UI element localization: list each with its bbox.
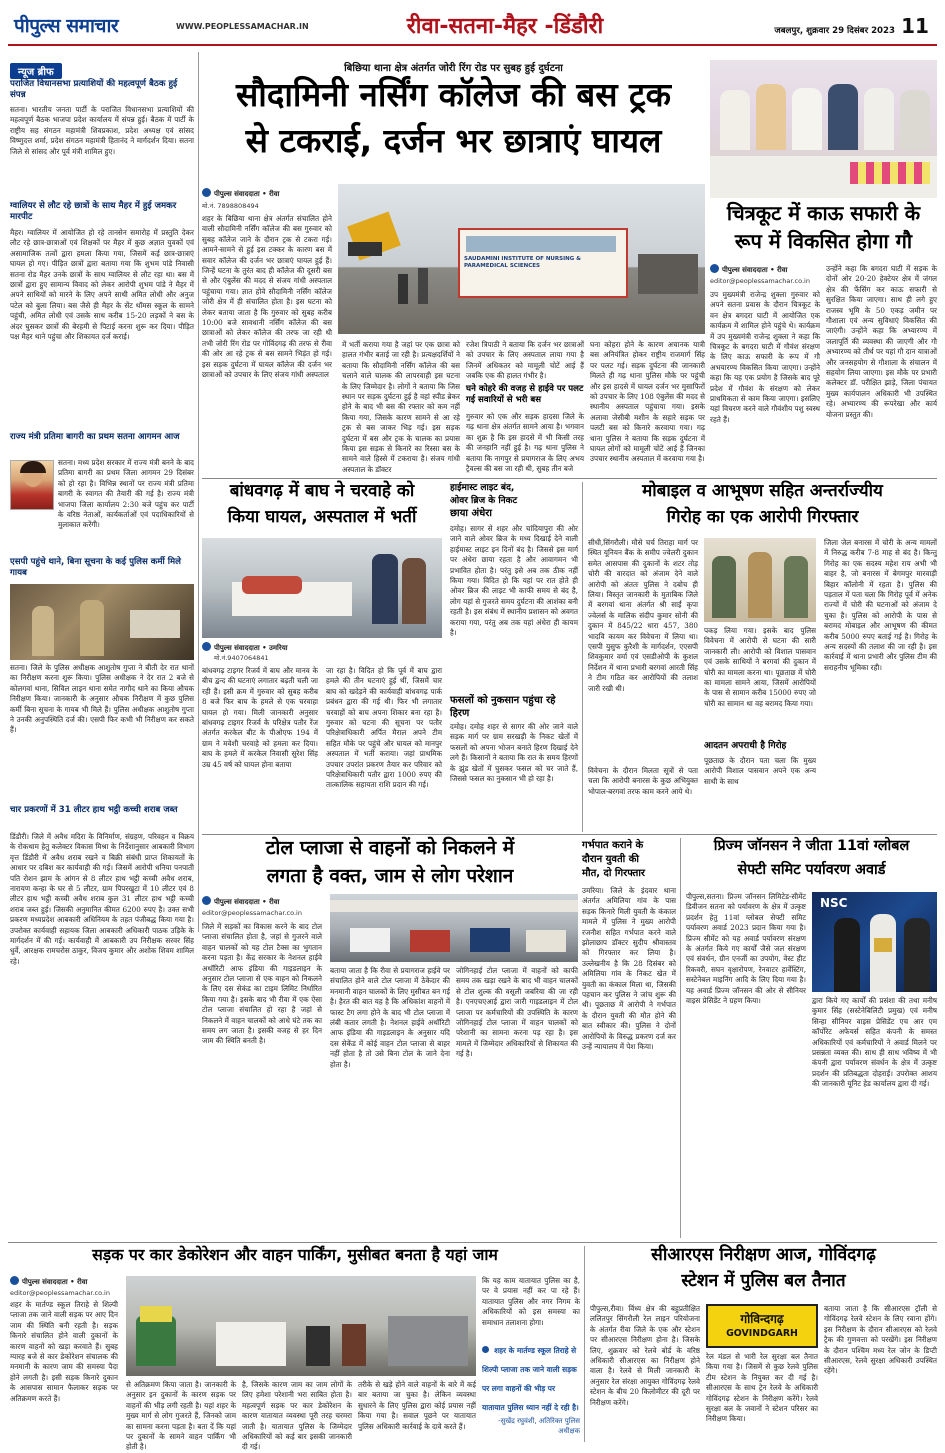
car-decoration-story — [10, 1245, 580, 1452]
highmast-sub-body: दमोह। दमोह शहर से सागर की ओर जाने वाले सड़क मार्ग पर ग्राम सरखड़ी के निकट खेतों में फसलों को अपना भोजन बनाते हिरण दिखाई देने लगे हैं। किसानों ने बताया कि रात के समय हिरणों के झुंड खेतों में घुसकर फसल को चर जाते हैं, जिससे फसल का नुकसान भी हो रहा है। — [450, 722, 578, 784]
brief-body-4: सतना। जिले के पुलिस अधीक्षक आशुतोष गुप्ता ने बीती देर रात थानों का निरीक्षण करना शुरू किया। पुलिस अधीक्षक ने देर रात 2 बजे से कोलगवां थाना, सिविल लाइन थाना समेत नागौद थाने का किया औचक निरीक्षण किया। जानकारी के अनुसार औचक निरीक्षण में कुछ पुलिस कर्मी बिना सूचना के गायब भी मिले हैं। पुलिस अधीक्षक आशुतोष गुप्ता ने उनकी अनुपस्थिति दर्ज की। एसपी फिर कभी भी निरीक्षण कर सकते हैं। — [10, 663, 194, 735]
paper-url[interactable]: WWW.PEOPLESSAMACHAR.IN — [176, 22, 309, 31]
prism-story — [686, 838, 937, 1238]
lead-headline-1: सौदामिनी नर्सिंग कॉलेज की बस ट्रक — [235, 75, 672, 114]
tiger-col-1: बांधवगढ़ टाइगर रिजर्व में बाघ और मानव के बीच द्वन्द की घटनाएं लगातार बढ़ती चली जा रही हैं। इसी क्रम में गुरुवार को सुबह करीब 8 बजे फिर बाघ के हमले से एक चरवाहा घायल हो गया। मिली जानकारी अनुसार बांधवगढ़ टाइगर रिजर्व के परिक्षेत्र पतौर रेंज अंतर्गत करकेल बीट के पीओएफ 194 में ग्राम ने मवेशी चरवाहे को हमला कर दिया। बाघ के हमले में करकेल निवासी सुरेश सिंह उम्र 45 वर्ष को घायल होना बताया — [202, 666, 318, 769]
lead-story — [202, 52, 705, 476]
chitrakoot-headline-1: चित्रकूट में काऊ सफारी के — [726, 201, 921, 225]
chitrakoot-story — [710, 52, 937, 476]
toll-col-1: जिले में सड़कों का विकास करने के बाद टोल प्लाजा संचालित होता है, जहां से गुजरने वाले वाहन चालकों को यह टोल टैक्स का भुगतान करना पड़ता है। केंद्र सरकार के नेशनल हाईवे अथॉरिटी आफ इंडिया की गाइडलाइन के अनुसार टोल प्लाजा से एक वाहन को निकलने के लिए दस सेकंड का टाइम लिमिट निर्धारित किया गया है। इसके बाद भी रीवा में एक ऐसा टोल प्लाजा संचालित हो रहा है जहां से निकलने में वाहन चालकों को आधे घंटे तक का समय लग जाता है। इसकी वजह से हर दिन जाम की स्थिति बनती है। — [202, 922, 322, 1046]
lead-byline: पीपुल्स संवाददाता • रीवा — [202, 188, 332, 199]
crs-headline-2: स्टेशन में पुलिस बल तैनात — [681, 1271, 846, 1291]
award-banner-text: NSC — [820, 896, 848, 910]
car-deco-col-1: शहर के मार्तण्ड स्कूल तिराहे से शिल्पी प्लाजा तक जाने वाली सड़क पर आए दिन जाम की स्थिति बनी रहती है। सड़क किनारे संचालित होने वाली दुकानों के कारण वाहनों को खड़ा करवाते हैं। सुबह ग्यारह बजे से कार डेकोरेशन संचालक की मनमानी के कारण जाम की समस्या पैदा होने लगती है। इसी सड़क किनारे दुकान के आसपास सामान फैलाकर सड़क पर अतिक्रमण करते हैं। — [10, 1300, 118, 1403]
crs-col-1: पीपुल्स,रीवा। विंध्य क्षेत्र की बहुप्रतीक्षित ललितपुर सिंगरौली रेल लाइन परियोजना के अंतर्गत रीवा जिले के एक और स्टेशन पर सीआरएस निरीक्षण होना है। जिसके लिए, शुक्रवार को रेलवे बोर्ड के वरिष्ठ अधिकारी सीआरएस का निरीक्षण होने वाला है। रेलवे से मिली जानकारी के अनुसार रेल संरक्षा आयुक्त गोविंदगढ़ रेलवे स्टेशन के बीच 20 किलोमीटर की दूरी पर निरीक्षण करेंगे। — [590, 1304, 700, 1407]
prism-col-2: द्वारा किये गए कार्यों की प्रसंशा की तथा मनीष कुमार सिंह (सस्टेनेबिलिटी प्रमुख) एवं मनीष सिन्हा सीनियर वाइस प्रेसिडेंट एच आर एम कॉर्पोरेट अफेयर्स सहित कंपनी के समस्त अधिकारियों एवं कर्मचारियों ने अवार्ड मिलने पर प्रसन्नता व्यक्त की। साथ ही साथ भविष्य में भी कंपनी द्वारा पर्यावरण संवर्धन के क्षेत्र में उत्कृष्ट प्रदर्शन की प्रतिबद्धता दोहराई। उपरोक्त आशय की जानकारी यूनिट हेड कार्यालय द्वारा दी गई। — [812, 996, 937, 1089]
tiger-phone: मो.नं.9407064841 — [214, 654, 269, 662]
gang-col-3: जिला जेल बनारस में चोरी के अन्य मामलों में निरुद्ध करीब 7-8 माह से बंद है। किन्तु गिरोह का एक सदस्य महेश राय अभी भी बाहर है, जो बनारस में बेगमपुर मारवाड़ी बिहार कॉलोनी में रहता है। पुलिस की पड़ताल में पता चला कि गिरोह पूर्व में अनेक राज्यों में चोरी की घटनाओं को अंजाम दे चुका है। पुलिस को आरोपी के पास से बरामद मोबाइल और आभूषण की कीमत करीब 5000 रुपए बताई गई है। गिरोह के अन्य सदस्यों की तलाश की जा रही है। इस कार्रवाई में थाना प्रभारी और पुलिस टीम की सराहनीय भूमिका रही। — [824, 538, 937, 672]
gang-headline-1: मोबाइल व आभूषण सहित अन्तर्राज्यीय — [642, 481, 883, 501]
tiger-col-2: जा रहा है। विदित हो कि पूर्व में बाघ द्वारा हमले की तीन घटनाएं हुई थीं, जिसमें चार बाघ को खदेड़ने की कार्यवाही बांधवगढ़ पार्क प्रबंधन द्वारा की गई थी। फिर भी लगातार चरवाहों को बाघ अपना शिकार बना रहा है। गुरुवार को घटना की सूचना पर पतौर परिक्षेत्राधिकारी अर्पित मैराल अपने टीम सहित मौके पर पहुंचे और घायल को मानपुर अस्पताल में भर्ती कराया। जहां प्राथमिक उपचार उपरांत प्रकरण तैयार कर परिवार को परिक्षेत्राधिकारी पतौर द्वारा 1000 रुपए की तात्कालिक सहायता राशि प्रदान की गई। — [326, 666, 442, 790]
toll-headline-1: टोल प्लाजा से वाहनों को निकलने में — [265, 837, 515, 859]
car-deco-byline-block — [10, 1276, 120, 1298]
tiger-byline: पीपुल्स संवाददाता • उमरिया — [202, 642, 442, 653]
news-brief-tag-text: न्यूज ब्रीफ — [10, 63, 62, 79]
paper-logo-text: पीपुल्स समाचार — [14, 15, 119, 37]
brief-body-2: मैहर। ग्वालियर में आयोजित हो रहे तानसेन समारोह में प्रस्तुति देकर लौट रहे छात्र-छात्राओं एवं शिक्षकों पर मैहर में कुछ अज्ञात युवकों एवं असामाजिक तत्वों द्वारा हमला किया गया, जिसमें कई छात्र-छात्राएं घायल हो गए। पीड़ित छात्रों द्वारा बताया गया कि शुभम पांडे निवासी सतना रोड मैहर उनके छात्रों के साथ ग्वालियर से लौट रहा था। बस में छात्रों द्वारा हुए सामान्य विवाद को लेकर आरोपी शुभम पांडे ने मैहर में अपने साथियों को मारने के लिए अपने साथी अमित लोधी और अनुज पटेल को बुला लिया। बस जैसे ही मैहर के सेंट थॉमस स्कूल के सामने पहुंची, अमित लोधी एवं उसके साथ करीब 15-20 लड़कों ने बस के अंदर घुसकर छात्रों की बेरहमी से पिटाई करना शुरू कर दिया। पीड़ित पक्ष मैहर थाने पहुंचा और शिकायत दर्ज कराई। — [10, 228, 194, 342]
car-deco-quote: -सुखेंद्र रघुवंशी, अतिरिक्त पुलिस अधीक्षक — [498, 1417, 580, 1435]
lead-col-3b: गुरुवार को एक और सड़क हादसा जिले के गढ़ थाना क्षेत्र अंतर्गत सामने आया है। भगवान का शुक्र है कि इस हादसे में भी किसी तरह की जनहानि नहीं हुई है। गढ़ थाना पुलिस ने बताया कि नागपुर से प्रयागराज के लिए अभय ट्रैवल्स की बस जा रही थी, सुबह तीन बजे — [466, 412, 584, 474]
bus-accident-photo — [338, 184, 705, 334]
mobile-gang-story — [588, 482, 937, 832]
toll-byline-block — [202, 896, 322, 920]
officials-event-photo — [710, 60, 937, 198]
gang-headline-2: गिरोह का एक आरोपी गिरफ्तार — [666, 507, 859, 527]
lead-col-2: में भर्ती कराया गया है जहां पर एक छात्रा को हालत गंभीर बताई जा रही है। प्रत्यक्षदर्शियों ने बताया कि सौदामिनी नर्सिंग कॉलेज की बस चलाने वाले चालक की लापरवाही इस घटना के लिए जिम्मेदार है। लोगों ने बताया कि जिस स्थान पर सड़क दुर्घटना हुई है वहां स्पीड ब्रेकर होने के बाद भी बस की रफ्तार को कम नहीं किया गया, जिसके कारण सामने से आ रहे ट्रक से बस जाकर भिड़ गई। इस सड़क दुर्घटना में बस और ट्रक के चालक का प्रयास किया इस सड़क से किनारे का रिस्सा बस के सामने वाले हिस्से में टकराया है। संजय गांधी अस्पताल के डॉक्टर — [342, 340, 460, 474]
brief-title-5: चार प्रकरणों में 31 लीटर हाथ भट्ठी कच्ची शराब जब्त — [10, 805, 178, 815]
lead-col-3: रजेश त्रिपाठी ने बताया कि दर्जन भर छात्राओं को उपचार के लिए अस्पताल लाया गया है जिनमें अधिकतर को मामूली चोटें आई हैं जबकि एक की हालत गंभीर है। — [466, 340, 584, 381]
chitrakoot-headline-2: रूप में विकसित होगा गौ — [734, 229, 913, 253]
abortion-headline-1: गर्भपात कराने के — [582, 840, 644, 851]
bus-banner-text: SAUDAMINI INSTITUTE OF NURSING & PARAMEDICAL SCIENCES — [464, 256, 581, 269]
station-name-english: GOVINDGARH — [726, 1328, 798, 1339]
hospital-patient-photo — [202, 538, 442, 638]
toll-byline: पीपुल्स संवाददाता • रीवा — [202, 896, 322, 907]
brief-body-3: सतना। मध्य प्रदेश सरकार में राज्य मंत्री बनने के बाद प्रतिमा बागरी का प्रथम जिला आगमन 29 दिसंबर को हो रहा है। विभिन्न स्थानों पर राज्य मंत्री प्रतिमा बागरी के स्वागत की तैयारी की गई है। राज्य मंत्री भाजपा जिला कार्यालय 2:30 बजे पहुंच कर पार्टी के वरिष्ठ नेताओं, कार्यकर्ताओं एवं पदाधिकारियों से मुलाकात करेंगी। — [58, 458, 194, 530]
highmast-subhead: फसलों को नुकसान पहुंचा रहे हिरण — [450, 695, 556, 719]
paper-logo — [14, 12, 174, 36]
column-divider — [198, 52, 199, 932]
masthead-rule — [8, 44, 937, 46]
toll-col-3: जोगिनहाई टोल प्लाजा में वाहनों को काफी समय तक खड़ा रखने के बाद भी वाहन चालकों से टोल शुल्क की वसूली जबरिया की जा रही है। एनएचएआई द्वारा जारी गाइडलाइन में टोल प्लाजा पर कर्मचारियों की उपस्थिति के कारण जोगिनहाई टोल प्लाजा में वाहन चालकों को परेशानी का सामना करना पड़ रहा है। इस मामले में जिम्मेदार अधिकारियों से शिकायत की गई है। — [456, 966, 578, 1059]
car-deco-col-3: है, जिसके कारण जाम का जाम लोगों के लिए हमेशा परेशानी भरा साबित होता है। महत्वपूर्ण सड़क पर कार डेकोरेशन के कारण यातायात व्यवस्था पूरी तरह चरमरा जाती है। यातायात पुलिस के जिम्मेदार अधिकारियों को कई बार इसकी जानकारी दी गई। — [242, 1380, 352, 1452]
edition-region: रीवा-सतना-मैहर -डिंडौरी — [406, 14, 604, 39]
column-divider — [584, 1246, 585, 1442]
gang-col-2: पकड़ लिया गया। इसके बाद पुलिस विवेचना में आरोपी से घटना की सारी जानकारी ली। आरोपी को विशाल पासवान एवं उसके साथियों ने बरगवां की दुकान में चोरी का मामला करना था। पूछताछ में चोरी का मामला सामने आया, जिसमें आरोपियों के पास से सामान करीब 15000 रुपए जो चोरी का सामान था वह बरामद किया गया। — [704, 626, 816, 708]
prism-headline-2: सेफ्टी समिट पर्यावरण अवार्ड — [737, 862, 886, 878]
crs-col-2: रेल मंडल से भारी रेल सुरक्षा बल तैनात किया गया है। जिसमें से कुछ रेलवे पुलिस टीम स्टेशन के नियुक्त कर दी गई है। सीआरएस के साथ ट्रेन रेलवे के अधिकारी गोविंदगढ़ स्टेशन के निरीक्षण करेंगे। रेलवे सुरक्षा बल के जवानों ने स्टेशन परिसर का निरीक्षण किया। — [706, 1352, 818, 1424]
section-rule — [202, 478, 937, 479]
column-divider — [582, 482, 583, 832]
news-brief-tag — [10, 60, 194, 76]
gang-sub-body: पूछताछ के दौरान पता चला कि मुख्य आरोपी विशाल पासवान अपने एक अन्य साथी के साथ — [704, 756, 816, 786]
toll-col-2: बताया जाता है कि रीवा से प्रयागराज हाईवे पर संचालित होने वाले टोल प्लाजा में ठेकेदार की मनमानी वाहन चालकों के लिए मुसीबत बन गई है। हैरत की बात यह है कि अधिकांश वाहनों में फास्ट टैग लगा होने के बाद भी टोल प्लाजा में लंबी कतार लगती है। नेशनल हाईवे अथॉरिटी आफ इंडिया की गाइडलाइन के अनुसार यदि दस सेकेंड में कोई वाहन टोल प्लाजा से बाहर नहीं होता है तो उसे बिना टोल के जाने देना होता है। — [330, 966, 450, 1069]
chitrakoot-col-2: उन्होंने कहा कि बगदरा घाटी में सड़क के दोनों ओर 20-20 हेक्टेयर क्षेत्र में जंगल क्षेत्र की फेंसिंग कर काऊ सफारी से सुरक्षित किया जाएगा। साथ ही लगे हुए राजस्व भूमि के 50 एकड़ जमीन पर गौशाला एवं अन्य सुविधाएं विकसित की जाएंगी। उन्होंने कहा कि अभ्यारण्य में जलापूर्ति की व्यवस्था की जाएगी और गौ अभ्यारण्य को तीर्थ पर यहां गौ दान यात्राओं और जनसहयोग से गौशाला के संचालन में सहयोग लिया जाएगा। इस मौके पर प्रभारी कलेक्टर डॉ. परीक्षित झाड़े, जिला पंचायत मुख्य कार्यपालन अधिकारी भी उपस्थित रहे। अभ्यारण्य की रूपरेखा और कार्य योजना प्रस्तुत की। — [826, 264, 937, 419]
lead-subhead: घने कोहरे की वजह से हाईवे पर पलट गई सवारियों से भरी बस — [466, 384, 584, 405]
award-ceremony-photo — [812, 892, 937, 992]
crs-story — [590, 1246, 937, 1442]
lead-kicker: बिछिया थाना क्षेत्र अंतर्गत जोरी रिंग रोड पर सुबह हुई दुर्घटना — [344, 63, 563, 74]
sp-inspection-photo — [10, 584, 194, 660]
toll-plaza-photo — [330, 894, 578, 962]
gang-col-1: सीधी,सिंगरौली। मौसे चर्च तिराहा मार्ग पर स्थित यूनियन बैंक के समीप ज्वेलरी दुकान समेत आसपास की दुकानों के शटर तोड़ चोरी की वारदात को अंजाम देने वाले आरोपी को अंततः पुलिस ने दबोच ही लिया। विस्तृत जानकारी के मुताबिक जिले में बरगवां थाना अंतर्गत श्री साईं कृपा ज्वेलर्स के मालिक संदीप कुमार सोनी की दुकान में 845/22 धारा 457, 380 भादवि कायम कर विवेचना में लिया था। एसपी युसुफ कुरैशी के मार्गदर्शन, एएसपी शिवकुमार वर्मा एवं एसडीओपी के कुशल निर्देशन में थाना प्रभारी बरगवां आरती सिंह ने टीम गठित कर आरोपियों की तलाश जारी रखी थी। — [588, 538, 698, 693]
lead-headline-2: से टकराई, दर्जन भर छात्राएं घायल — [245, 121, 662, 160]
abortion-body: उमरिया। जिले के इंदवार थाना अंतर्गत अमिलिया गांव के पास सड़क किनारे मिली युवती के कंकाल मामले में पुलिस ने मुख्य आरोपी रजनीश सहित गर्भपात करने वाले झोलाछाप डॉक्टर सुदीप श्रीवास्तव को गिरफ्तार कर लिया है। उल्लेखनीय है कि 28 दिसंबर को अमिलिया गांव के निकट खेत में युवती का कंकाल मिला था, जिसकी पहचान कर पुलिस ने जांच शुरू की थी। पूछताछ में आरोपी ने गर्भपात के दौरान युवती की मौत होने की बात स्वीकार की। पुलिस ने दोनों आरोपियों के विरुद्ध प्रकरण दर्ज कर उन्हें न्यायालय में पेश किया। — [582, 886, 676, 1052]
car-deco-col-2: से अतिक्रमण किया जाता है। जानकारी के अनुसार इन दुकानों के कारण सड़क पर वाहनों की भीड़ लगी रहती है। यहां शहर के मुख्य मार्ग से लोग गुजरते हैं, जिनको जाम का सामना करना पड़ता है। बता दें कि यहां पर दुकानों के सामने वाहन पार्किंग भी होती है। — [126, 1380, 236, 1452]
masthead — [0, 0, 945, 46]
tiger-headline-1: बांधवगढ़ में बाघ ने चरवाहे को — [229, 481, 415, 501]
column-divider — [680, 838, 681, 1238]
highmast-kicker-2: ओवर ब्रिज के निकट — [450, 496, 518, 506]
reporter-icon — [202, 188, 211, 197]
brief-title-4: एसपी पहुंचे थाने, बिना सूचना के कई पुलिस कर्मी मिले गायब — [10, 557, 181, 578]
chitrakoot-byline: पीपुल्स संवाददाता • रीवा — [710, 264, 820, 275]
prism-headline-1: प्रिज्म जॉनसन ने जीता 11वां ग्लोबल — [713, 838, 910, 854]
issue-date: जबलपुर, शुक्रवार 29 दिसंबर 2023 — [774, 26, 895, 36]
section-rule — [202, 834, 937, 835]
tiger-byline-block — [202, 642, 442, 662]
car-deco-byline: पीपुल्स संवाददाता • रीवा — [10, 1276, 120, 1287]
highmast-title: छाया अंधेरा — [450, 508, 492, 519]
toll-email[interactable]: editor@peoplessamachar.co.in — [202, 909, 302, 917]
traffic-jam-photo — [126, 1276, 476, 1376]
toll-headline-2: लगता है वक्त, जाम से लोग परेशान — [266, 865, 514, 887]
car-deco-col-5: कि यह काम यातायात पुलिस का है, पर वे प्रयास नहीं कर पा रहे हैं। यातायात पुलिस और नगर निगम के अधिकारियों को इस समस्या का समाधान तलाशना होगा। — [482, 1276, 580, 1327]
news-brief-column — [10, 52, 194, 966]
brief-title-1: पराजित विधानसभा प्रत्याशियों की महत्वपूर्ण बैठक हुई संपन्न — [10, 79, 178, 100]
arrested-accused-photo — [704, 538, 816, 622]
highmast-kicker-1: हाईमास्ट लाइट बंद, — [450, 483, 515, 493]
highmast-body: दमोह। सागर से शहर और चांदियापुरा की ओर जाने वाले ओवर ब्रिज के मध्य दिखाई देने वाली हाईमास्ट लाइट इन दिनों बंद है। जिससे इस मार्ग पर अंधेरा छाया रहता है और आवागमन भी प्रभावित होता है। परंतु इसे अब तक ठीक नहीं किया गया। विदित हो कि यहां पर रात होते ही ओवर ब्रिज की लाइट भी काफी समय से बंद है, लोग यहां से गुजरते समय दुर्घटना की आशंका बनी रहती है। इस संबंध में स्थानीय प्रशासन को अवगत कराया गया, परंतु अब तक यहां अंधेरा ही कायम है। — [450, 524, 578, 638]
reporter-icon — [202, 896, 211, 905]
car-deco-col-4: तरीके से खड़े होने वाले वाहनों के बारे में कई बार बताया जा चुका है। लेकिन व्यवस्था सुधारने के लिए पुलिस द्वारा कोई प्रयास नहीं किया गया है। सवाल पूछने पर यातायात पुलिस अधिकारी कार्रवाई के दावे करते हैं। — [358, 1380, 476, 1431]
crs-col-3: बताया जाता है कि सीआरएस ट्रॉली से गोविंदगढ़ रेलवे स्टेशन के लिए रवाना होंगे। इस निरीक्षण के दौरान सीआरएस को रेलवे ट्रैक की गुणवत्ता को परखेंगे। इस निरीक्षण के दौरान पश्चिम मध्य रेल जोन के डिप्टी सीआरएस, रेलवे सुरक्षा अधिकारी उपस्थित रहेंगे। — [824, 1304, 937, 1376]
lead-col-1: शहर के बिछिया थाना क्षेत्र अंतर्गत संचालित होने वाली सौदामिनी नर्सिंग कॉलेज की बस गुरुवार को सुबह कॉलेज जाने के दौरान ट्रक से टकरा गई। आमने-सामने से हुई इस टक्कर के कारण बस में सवार कॉलेज की दर्जन भर छात्राएं घायल हुई हैं। जिन्हें घटना के तुरंत बाद ही कॉलेज की दूसरी बस से और एंबुलेंस की मदद से संजय गांधी अस्पताल पहुंचाया गया। ज्ञात होवे सौदामिनी नर्सिंग कॉलेज जोरी क्षेत्र में ही संचालित होता है। इस घटना को लेकर बताया जाता है कि गुरुवार को सुबह करीब 10:00 बजे सावधानी नर्सिंग कॉलेज की बस छात्राओं को लेकर कॉलेज की तरफ जा रही थी तभी जोरी रिंग रोड पर गोविंदगढ़ की तरफ से रीवा की ओर आ रहे ट्रक से बस सामने भिड़ंत हो गई। इस सड़क दुर्घटना में घायल कॉलेज की दर्जन भर छात्राओं को उपचार के लिए संजय गांधी अस्पताल — [202, 214, 332, 380]
prism-col-1: पीपुल्स,सतना। प्रिज्म जॉनसन लिमिटेड-सीमेंट डिवीजन सतना को पर्यावरण के क्षेत्र में उत्कृष्ट प्रदर्शन हेतु 11वां ग्लोबल सेफ्टी समिट पर्यावरण अवार्ड 2023 प्रदान किया गया है। प्रिज्म सीमेंट को यह अवार्ड पर्यावरण संरक्षण के अंतर्गत किये गए कार्यों जैसे जल संरक्षण एवं संवर्धन, ग्रीन एनर्जी का उपयोग, वेस्ट हीट रिकवरी, सघन वृक्षारोपण, रेनवाटर हार्वेस्टिंग, सस्टेनेबल माइनिंग आदि के लिए दिया गया है। यह अवार्ड प्रिज्म जॉनसन की ओर से सीनियर वाइस प्रेसिडेंट ने ग्रहण किया। — [686, 892, 806, 1006]
govindgarh-station-photo — [706, 1304, 818, 1348]
station-name-hindi: गोविन्दगढ़ — [740, 1312, 784, 1326]
reporter-icon — [10, 1276, 19, 1285]
tiger-headline-2: किया घायल, अस्पताल में भर्ती — [227, 507, 417, 527]
chitrakoot-email[interactable]: editor@peoplessamachar.co.in — [710, 277, 810, 285]
brief-body-5: डिंडौरी। जिले में अवैध मदिरा के विनिर्माण, संग्रहण, परिवहन व विक्रय के रोकथाम हेतु कलेक्टर विकास मिश्रा के निर्देशानुसार आबकारी विभाग वृत्त डिंडौरी में अवैध शराब रखने व बिक्री संबंधी प्राप्त शिकायतों के आधार पर दबिश कर कार्यवाही की गई। जिसमें आरोपी धनिया पनपाती पति रोशन झाम के आंगन से 8 लीटर हाथ भट्ठी कच्ची अवैध शराब, नारायण कन्हा के घर से 5 लीटर, ग्राम पिपरखुटा में 10 लीटर एवं 8 लीटर हाथ भट्ठी कच्ची अवैध शराब कुल 31 लीटर हाथ भट्ठी कच्ची शराब जब्त हुई। जिसकी अनुमानित कीमत 6200 रुपए है। उक्त सभी प्रकरण मध्यप्रदेश आबकारी अधिनियम के तहत पंजीबद्ध किया गया है। उपरोक्त कार्यवाही सहायक जिला आबकारी अधिकारी पाठक उड़िके के मार्गदर्शन में की गई। कार्यवाही में आबकारी उप निरीक्षक सरवर सिंह धुर्वे, आरक्षक रामचरोस ठाकुर, विजय कुमार और अशोक शिवम शामिल रहे। — [10, 832, 194, 966]
abortion-story — [582, 838, 676, 1238]
lead-col-4: घना कोहरा होने के कारण अचानक यात्री बस अनियंत्रित होकर राष्ट्रीय राजमार्ग सिंह पर पलट गई। सड़क दुर्घटना की जानकारी मिलते ही गढ़ थाना पुलिस मौके पर पहुंची और इस हादसे में घायल दर्जन भर मुसाफिरों को उपचार के लिए 108 एंबुलेंस की मदद से स्थानीय अस्पताल पहुंचाया गया। इसके अलावा जेसीबी मशीन के सहारे सड़क पर पलटी बस को किनारे करवाया गया। गढ़ थाना पुलिस ने बताया कि सड़क दुर्घटना में घायल लोगों को मामूली चोटें आई हैं जिनका उपचार स्थानीय अस्पताल में करवाया गया है। — [590, 340, 705, 464]
chitrakoot-col-1: उप मुख्यमंत्री राजेन्द्र शुक्ला गुरुवार को अपने सतना प्रवास के दौरान चित्रकूट के वन क्षेत्र बगदरा घाटी में आयोजित एक कार्यक्रम में शामिल होने पहुंचे थे। कार्यक्रम में उप मुख्यमंत्री राजेन्द्र शुक्ला ने कहा कि चित्रकूट के बगदरा घाटी में गौवंश संरक्षण के लिए काऊ सफारी के रूप में गौ अभयारण्य विकसित किया जाएगा। उन्होंने कहा कि यह एक प्रयोग है जिसके बाद पूरे प्रदेश में गौवंश के संरक्षण को लेकर प्राथमिकता से काम किया जाएगा। इसलिए यहां विचरण करने वाले गौवंशीय पशु स्वस्थ रहते हैं। — [710, 290, 820, 424]
brief-title-2: ग्वालियर से लौट रहे छात्रों के साथ मैहर में हुई जमकर मारपीट — [10, 201, 177, 222]
abortion-headline-2: दौरान युवती की — [582, 854, 640, 865]
caption-marker-icon — [482, 1346, 489, 1353]
section-rule — [8, 1242, 937, 1243]
gang-subhead: आदतन अपराधी है गिरोह — [704, 741, 787, 751]
minister-photo — [10, 460, 54, 510]
reporter-icon — [202, 642, 211, 651]
chitrakoot-byline-block — [710, 264, 820, 288]
car-deco-email[interactable]: editor@peoplessamachar.co.in — [10, 1289, 110, 1297]
reporter-icon — [710, 264, 719, 273]
lead-byline-block — [202, 188, 332, 212]
gang-col-1b: विवेचना के दौरान मिलता सूत्रों से पता चला कि आरोपी बनारस के कुछ अभियुक्त भोपाल-बरगवां तरफ काम करने आये थे। — [588, 766, 698, 796]
brief-body-1: सतना। भारतीय जनता पार्टी के पराजित विधानसभा प्रत्याशियों की महत्वपूर्ण बैठक भाजपा प्रदेश कार्यालय में संपन्न हुई। बैठक में पार्टी के राष्ट्रीय सह संगठन महामंत्री शिवप्रकाश, प्रदेश अध्यक्ष एवं सांसद विष्णुदत्त शर्मा, प्रदेश संगठन महामंत्री हितानंद ने मार्गदर्शन दिया। सतना जिले से सांसद और पूर्व मंत्री शामिल हुए। — [10, 105, 194, 156]
lead-phone: मो.नं. 7898808494 — [202, 202, 259, 210]
tiger-story — [202, 482, 442, 792]
car-deco-headline: सड़क पर कार डेकोरेशन और वाहन पार्किंग, मुसीबत बनता है यहां जाम — [92, 1245, 498, 1264]
highmast-story — [450, 482, 578, 830]
car-deco-caption-box — [482, 1338, 580, 1442]
crs-headline-1: सीआरएस निरीक्षण आज, गोविंदगढ़ — [651, 1245, 876, 1265]
brief-title-3: राज्य मंत्री प्रतिमा बागरी का प्रथम सतना आगमन आज — [10, 432, 180, 442]
car-deco-caption: शहर के मार्तण्ड स्कूल तिराहे से शिल्पी प्लाजा तक जाने वाली सड़क पर लगा वाहनों की भीड़ पर यातायात पुलिस ध्यान नहीं दे रही है। — [482, 1346, 579, 1412]
abortion-headline-3: मौत, दो गिरफ्तार — [582, 868, 646, 879]
page-number: 11 — [901, 14, 929, 38]
